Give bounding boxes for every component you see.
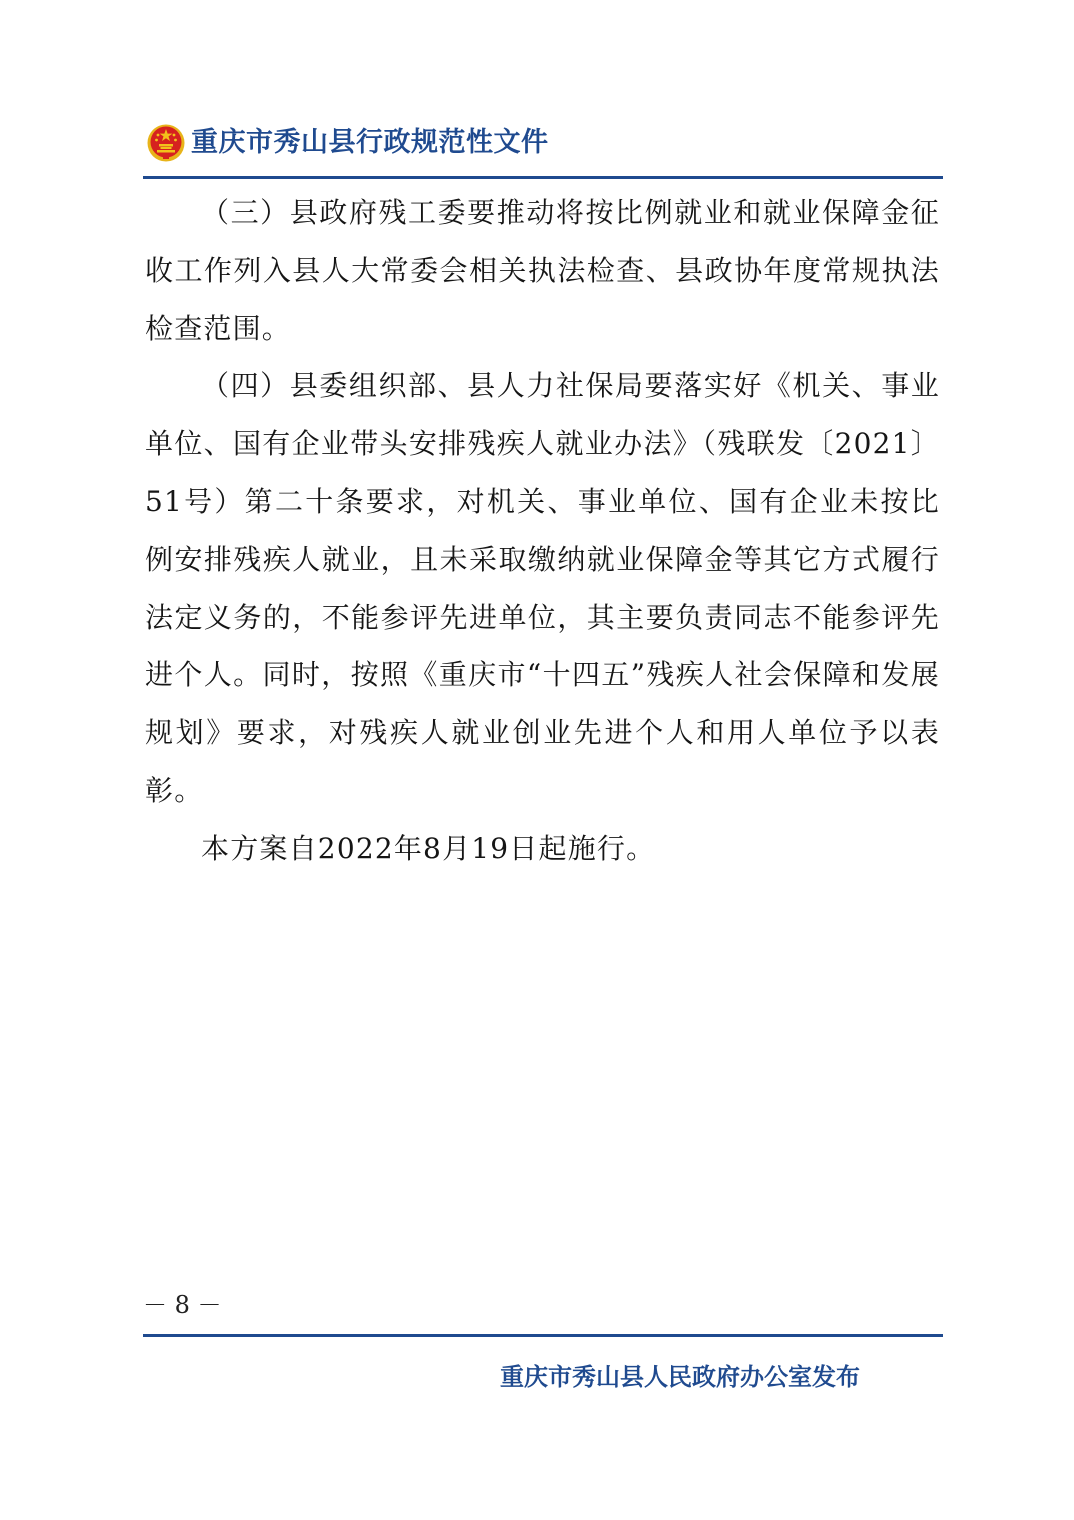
header-divider <box>143 176 943 179</box>
paragraph-4: （四）县委组织部、县人力社保局要落实好《机关、事业单位、国有企业带头安排残疾人就业办法》（残联发〔2021〕51号）第二十条要求，对机关、事业单位、国有企业未按比例安排残疾人就业，且未采取缴纳就业保障金等其它方式履行法定义务的，不能参评先进单位，其主要负责同志不能参评先进个人。同时，按照《重庆市“十四五”残疾人社会保障和发展规划》要求，对残疾人就业创业先进个人和用人单位予以表彰。 <box>145 369 940 807</box>
effective-date-paragraph: 本方案自2022年8月19日起施行。 <box>201 831 656 865</box>
document-body <box>145 184 940 878</box>
footer-divider <box>143 1334 943 1337</box>
page-number: － 8 － <box>143 1291 222 1319</box>
national-emblem-icon <box>146 123 186 163</box>
publisher-line: 重庆市秀山县人民政府办公室发布 <box>500 1363 860 1391</box>
header-title: 重庆市秀山县行政规范性文件 <box>191 127 549 158</box>
document-header <box>143 120 943 172</box>
paragraph-3: （三）县政府残工委要推动将按比例就业和就业保障金征收工作列入县人大常委会相关执法检查、县政协年度常规执法检查范围。 <box>145 196 940 345</box>
